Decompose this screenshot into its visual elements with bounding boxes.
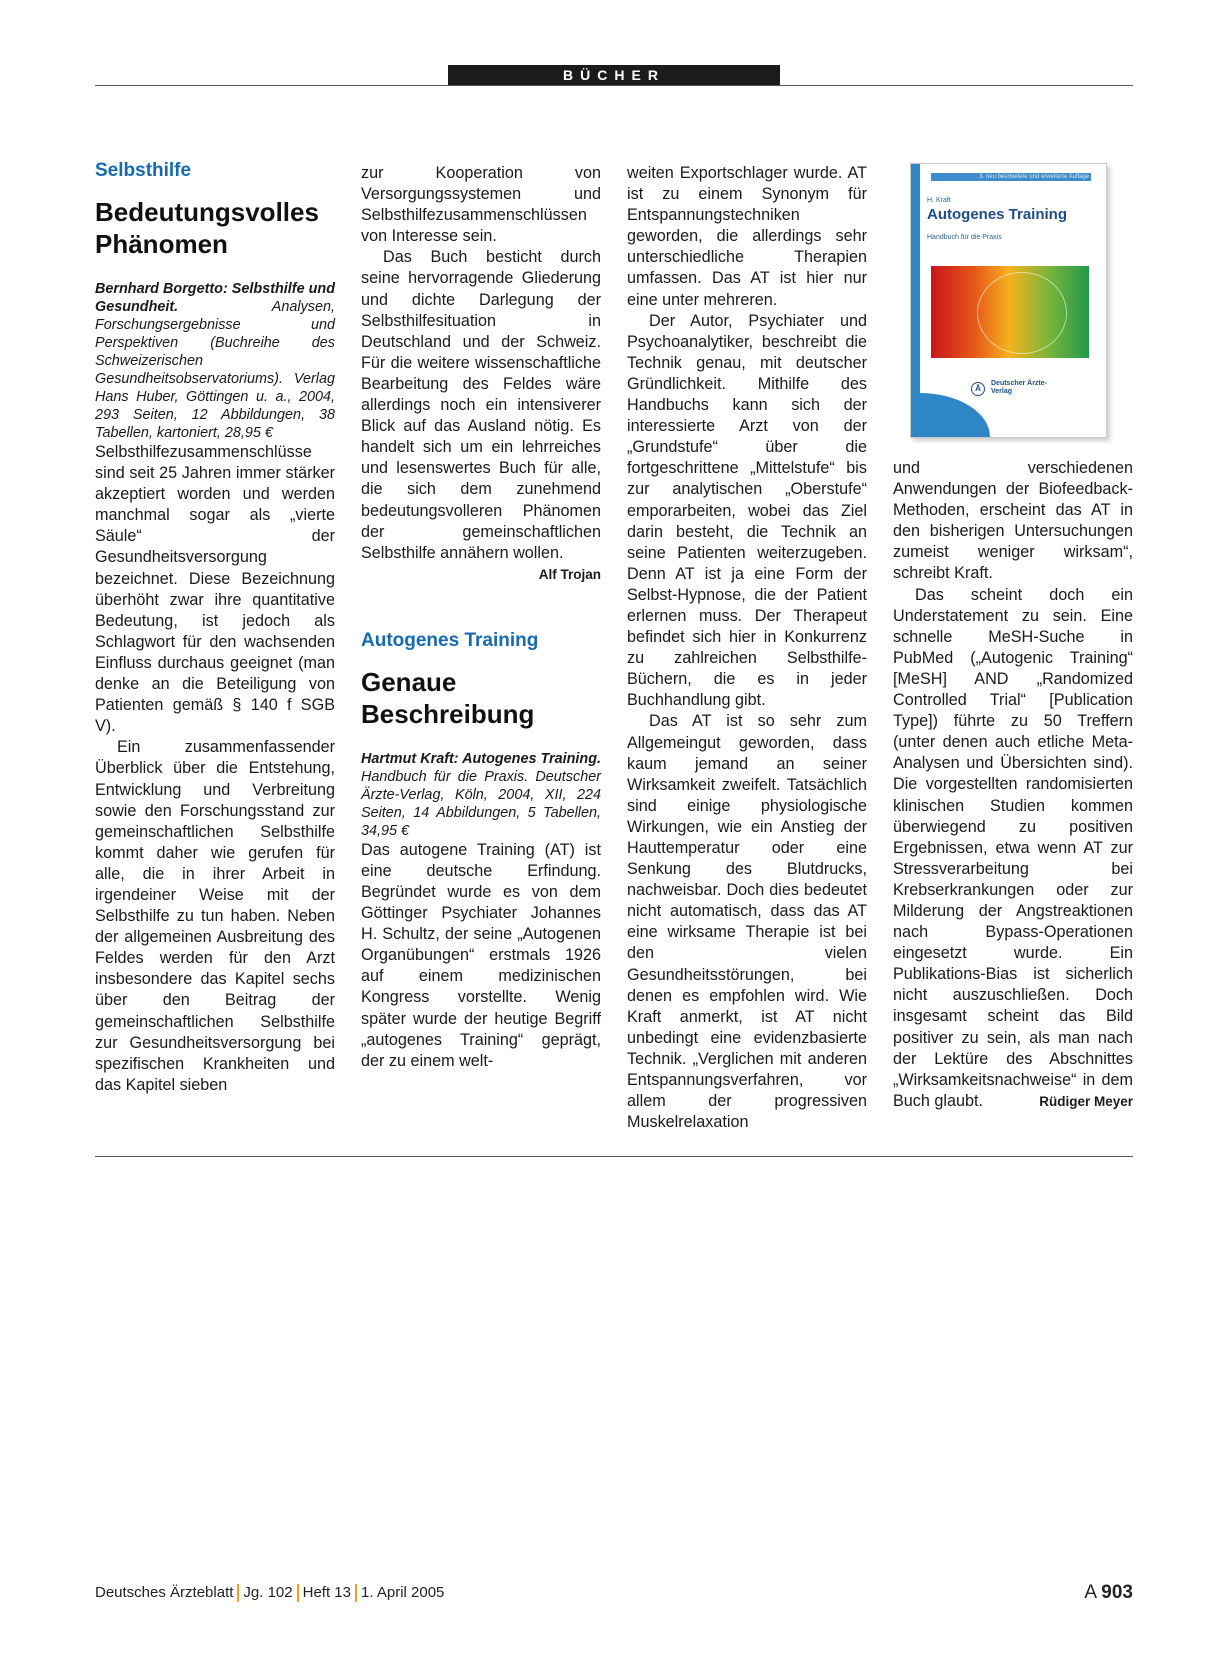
cover-gradient <box>931 266 1089 358</box>
review2-headline: Genaue Beschreibung <box>361 666 535 729</box>
review1-paragraph-3 <box>361 247 601 582</box>
review1-biblio <box>95 280 335 442</box>
review2-paragraph-1b: weiten Exportschlager wurde. AT ist zu einem Synonym für Entspannungstechniken geworden, die allerdings sehr unterschiedliche Therapien umfassen. Das AT ist hier nur eine unter mehreren. <box>627 164 867 309</box>
review1-paragraph-1: Selbsthilfezusammenschlüsse sind seit 25 Jahren immer stärker akzeptiert worden und werden manchmal sogar als „vierte Säule“ der Gesundheitsversorgung bezeichnet. Diese Bezeichnung überhöht zwar ihre quantitative Bedeutung, ist jedoch als Schlagwort für den wachsenden Einfluss durchaus geeignet (man denke an die Beteiligung von Patienten gemäß § 140 f SGB V). <box>95 443 335 736</box>
page-number <box>1084 1580 1133 1606</box>
cover-wave <box>920 393 990 437</box>
review2-biblio-details: Handbuch für die Praxis. Deutscher Ärzte-Verlag, Köln, 2004, XII, 224 Seiten, 14 Abbildungen, 5 Tabellen, 34,95 € <box>361 768 601 839</box>
column-1 <box>95 160 335 1096</box>
footer-date: 1. April 2005 <box>361 1584 445 1601</box>
publisher-logo-icon: Ä <box>971 382 985 396</box>
review1-signature: Alf Trojan <box>538 566 601 582</box>
cover-stripe <box>911 164 920 437</box>
review2-biblio-title: Hartmut Kraft: Autogenes Training. <box>361 750 601 767</box>
review2-kicker: Autogenes Training <box>361 629 539 651</box>
review1-paragraph-2a: Ein zusammenfassender Überblick über die Entstehung, Entwicklung und Verbreitung sowie den Forschungsstand zur gemeinschaftlichen Selbsthilfe kommt daher wie gerufen für alle, die in ihrer Arbeit in irgendeiner Weise mit der Selbsthilfe zu tun haben. Neben der allgemeinen Ausbreitung des Feldes werden für den Arzt insbesondere das Kapitel sechs über den Beitrag der gemeinschaftlichen Selbsthilfe zur Gesundheitsversorgung bei spezifischen Krankheiten und das Kapitel sieben <box>95 738 335 1094</box>
bottom-rule <box>95 1156 1133 1157</box>
cover-circle <box>977 272 1067 354</box>
review1-biblio-title: Bernhard Borgetto: Selbsthilfe und Gesundheit. <box>95 281 335 315</box>
review1-kicker: Selbsthilfe <box>95 160 192 181</box>
footer-separator <box>355 1584 357 1602</box>
review2-paragraph-4 <box>893 585 1133 1112</box>
footer-separator <box>237 1584 239 1602</box>
footer-journal: Deutsches Ärzteblatt <box>95 1584 234 1601</box>
review2-paragraph-1a: Das autogene Training (AT) ist eine deutsche Erfindung. Begründet wurde es von dem Göttinger Psychiater Johannes H. Schultz, der seine „Autogenen Organübungen“ erstmals 1926 auf einem medizinischen Kongress vorstellte. Wenig später wurde der heutige Begriff „autogenes Training“ geprägt, der zu einem welt- <box>361 840 601 1070</box>
page-number-value: 903 <box>1101 1582 1133 1603</box>
review2-paragraph-4-text: Das scheint doch ein Understatement zu sein. Eine schnelle MeSH-Suche in PubMed („Autogenic Training“ [MeSH] AND „Randomized Controlled Trial“ [Publication Type]) führte zu 50 Treffern (unter denen auch etliche Meta-Analysen und Übersichten sind). Die vorgestellten randomisierten klinischen Studien kommen überwiegend zu positiven Ergebnissen, etwa wenn AT zur Stressverarbeitung bei Krebserkrankungen oder zur Milderung der Angstreaktionen nach Bypass-Operationen eingesetzt wurde. Ein Publikations-Bias ist sicherlich nicht auszuschließen. Doch insgesamt scheint das Bild positiver zu sein, als man nach der Lektüre des Abschnittes „Wirksamkeitsnachweise“ in dem Buch glaubt. <box>893 585 1133 1110</box>
review1-biblio-details: Analysen, Forschungsergebnisse und Perspektiven (Buchreihe des Schweizerischen Gesundheitsobservatoriums). Verlag Hans Huber, Göttingen u. a., 2004, 293 Seiten, 12 Abbildungen, 38 Tabellen, kartoniert, 28,95 € <box>95 299 335 441</box>
footer-separator <box>297 1584 299 1602</box>
review2-signature: Rüdiger Meyer <box>1039 1093 1133 1109</box>
review2-paragraph-3b: und verschiedenen Anwendungen der Biofeedback-Methoden, erscheint das AT in den bisherigen Untersuchungen zumeist weniger wirksam“, schreibt Kraft. <box>893 459 1133 583</box>
section-label: BÜCHER <box>448 65 780 85</box>
review1-paragraph-2b: zur Kooperation von Versorgungssystemen und Selbsthilfezusammenschlüssen von Interesse sein. <box>361 164 601 246</box>
cover-author: H. Kraft <box>927 197 951 204</box>
cover-title: Autogenes Training <box>927 206 1068 223</box>
review2-biblio <box>361 750 601 840</box>
review2-paragraph-3a: Das AT ist so sehr zum Allgemeingut geworden, dass kaum jemand an seiner Wirksamkeit zweifelt. Tatsächlich sind einige physiologische Wirkungen, wie ein Anstieg der Hauttemperatur oder eine Senkung des Blutdrucks, nachweisbar. Doch dies bedeutet nicht automatisch, dass das AT eine wirksame Therapie ist bei den vielen Gesundheitsstörungen, bei denen es empfohlen wird. Wie Kraft anmerkt, ist AT nicht unbedingt eine evidenzbasierte Technik. „Verglichen mit anderen Entspannungsverfahren, vor allem der progressiven Muskelrelaxation <box>627 712 867 1132</box>
column-2 <box>361 163 601 1072</box>
footer-issue: Heft 13 <box>302 1584 351 1601</box>
footer-volume: Jg. 102 <box>243 1584 293 1601</box>
cover-publisher: Deutscher Ärzte-Verlag <box>991 380 1048 395</box>
top-rule <box>95 85 1133 86</box>
review1-paragraph-3-text: Das Buch besticht durch seine hervorragende Gliederung und dichte Darlegung der Selbsthilfesituation in Deutschland und der Schweiz. Für die weitere wissenschaftliche Bearbeitung des Feldes wäre allerdings noch ein intensiverer Blick auf das Ausland nötig. Es handelt sich um ein lehrreiches und lesenswertes Buch für alle, die sich dem zunehmend bedeutungsvolleren Phänomen der gemeinschaftlichen Selbsthilfe annähern wollen. <box>361 248 601 562</box>
book-cover-image <box>910 163 1107 438</box>
column-4 <box>893 458 1133 1112</box>
page-prefix: A <box>1084 1582 1097 1603</box>
review2-paragraph-2: Der Autor, Psychiater und Psychoanalytiker, beschreibt die Technik genau, mit deutscher Gründlichkeit. Mithilfe des Handbuchs kann sich der interessierte Arzt von der „Grundstufe“ über die fortgeschrittene „Mittelstufe“ bis zur analytischen „Oberstufe“ emporarbeiten, wobei das Ziel darin besteht, die Technik an seine Patienten weiterzugeben. Denn AT ist ja eine Form der Selbst-Hypnose, die der Patient erlernen muss. Der Therapeut befindet sich hier in Konkurrenz zu zahlreichen Selbsthilfe-Büchern, die es in jeder Buchhandlung gibt. <box>627 311 867 710</box>
cover-subtitle: Handbuch für die Praxis <box>927 234 1002 241</box>
page-footer <box>95 1580 1133 1606</box>
column-3 <box>627 163 867 1133</box>
cover-edition-note: 3. neu bearbeitete und erweiterte Auflage <box>931 173 1091 181</box>
review1-headline: Bedeutungsvolles Phänomen <box>95 197 319 259</box>
